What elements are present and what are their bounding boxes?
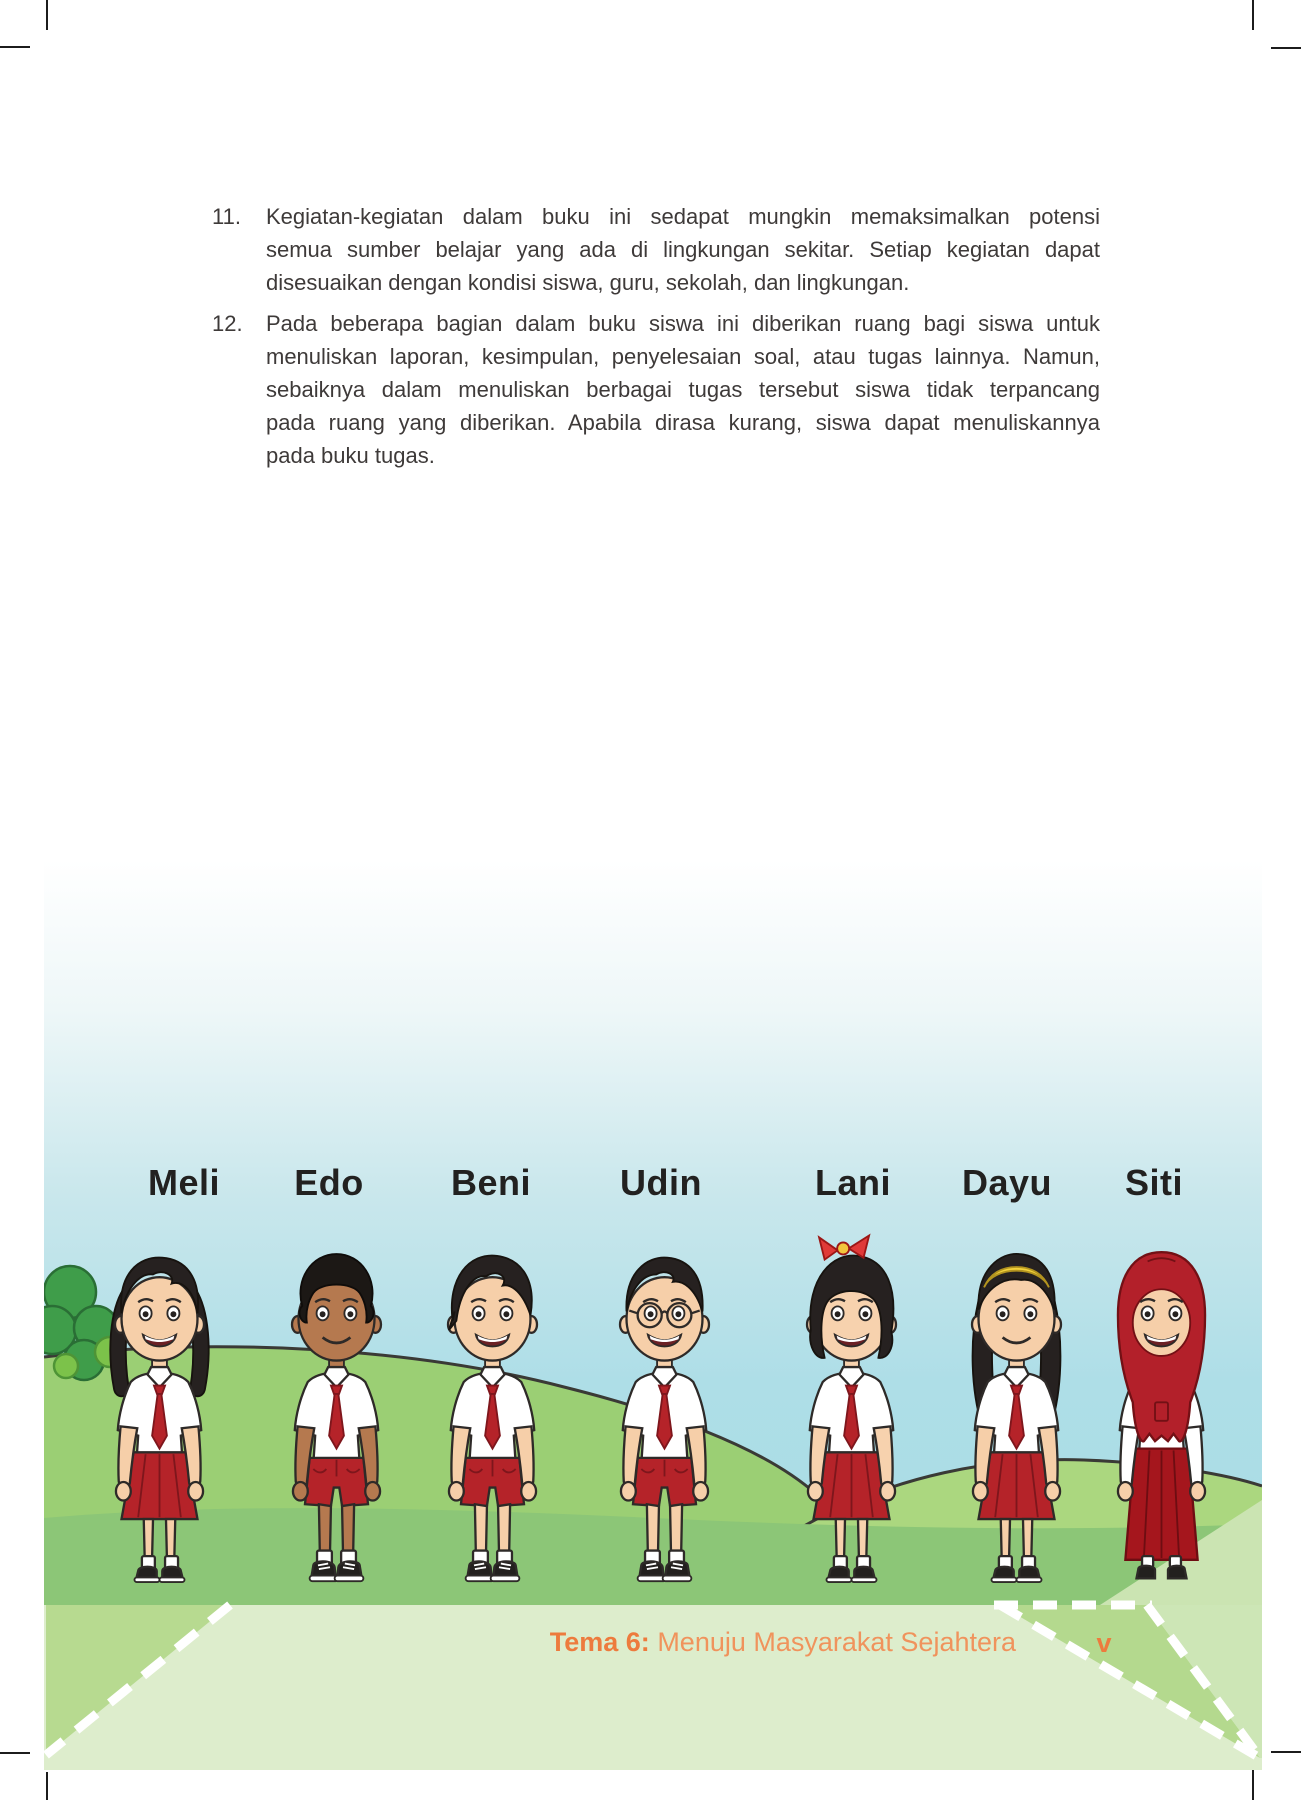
text-line: menuliskan laporan, kesimpulan, penyelesaian soal, atau tugas lainnya. Namun, [266,344,1100,369]
text-line: pada ruang yang diberikan. Apabila dirasa kurang, siswa dapat menuliskannya [266,410,1100,435]
character-meli-figure [90,1220,229,1592]
list-item-number: 11. [212,204,241,229]
character-name-siti: Siti [1124,1162,1183,1203]
character-name-lani: Lani [814,1162,891,1203]
character-udin-figure [595,1220,734,1592]
character-siti-figure [1092,1220,1231,1592]
text-line: disesuaikan dengan kondisi siswa, guru, sekolah, dan lingkungan. [266,270,910,295]
character-beni [423,1220,562,1592]
character-lani [782,1220,921,1592]
list-item-text [266,200,1100,299]
crop-mark-bottom-left-h [0,1752,30,1754]
text-line: Kegiatan-kegiatan dalam buku ini sedapat mungkin memaksimalkan potensi [266,204,1100,229]
page-number: v [1096,1628,1112,1658]
crop-mark-top-right-v [1252,0,1254,30]
guidance-list [212,200,1102,480]
character-name-beni: Beni [450,1162,531,1203]
character-name-dayu: Dayu [961,1162,1053,1203]
text-line: Pada beberapa bagian dalam buku siswa ini diberikan ruang bagi siswa untuk [266,311,1100,336]
list-item-12 [212,307,1102,472]
text-line: semua sumber belajar yang ada di lingkungan sekitar. Setiap kegiatan dapat [266,237,1100,262]
list-item-11 [212,200,1102,299]
crop-mark-bottom-right-h [1271,1751,1301,1753]
character-meli [90,1220,229,1592]
character-name-udin: Udin [620,1162,702,1203]
siti-hijab-knot [1155,1402,1168,1421]
character-name-edo: Edo [294,1162,364,1203]
character-dayu-figure [947,1220,1086,1592]
text-line: sebaiknya dalam menuliskan berbagai tugas tersebut siswa tidak terpancang [266,377,1100,402]
crop-mark-top-right-h [1271,47,1301,49]
character-siti [1092,1220,1231,1592]
footer-theme-text [420,1626,1016,1658]
text-line: pada buku tugas. [266,443,435,468]
character-name-meli: Meli [147,1162,220,1203]
list-item-number: 12. [212,311,243,336]
footer-theme-label: Tema 6: [549,1627,650,1657]
footer-theme-title: Menuju Masyarakat Sejahtera [657,1627,1016,1657]
crop-mark-top-left-v [46,0,48,30]
character-udin [595,1220,734,1592]
crop-mark-bottom-right-v [1252,1766,1254,1800]
character-dayu [947,1220,1086,1592]
list-item-text [266,307,1100,472]
character-edo-figure [267,1220,406,1592]
character-lani-figure [782,1220,921,1592]
crop-mark-top-left-h [0,46,30,48]
crop-mark-bottom-left-v [46,1772,48,1800]
character-edo [267,1220,406,1592]
character-beni-figure [423,1220,562,1592]
